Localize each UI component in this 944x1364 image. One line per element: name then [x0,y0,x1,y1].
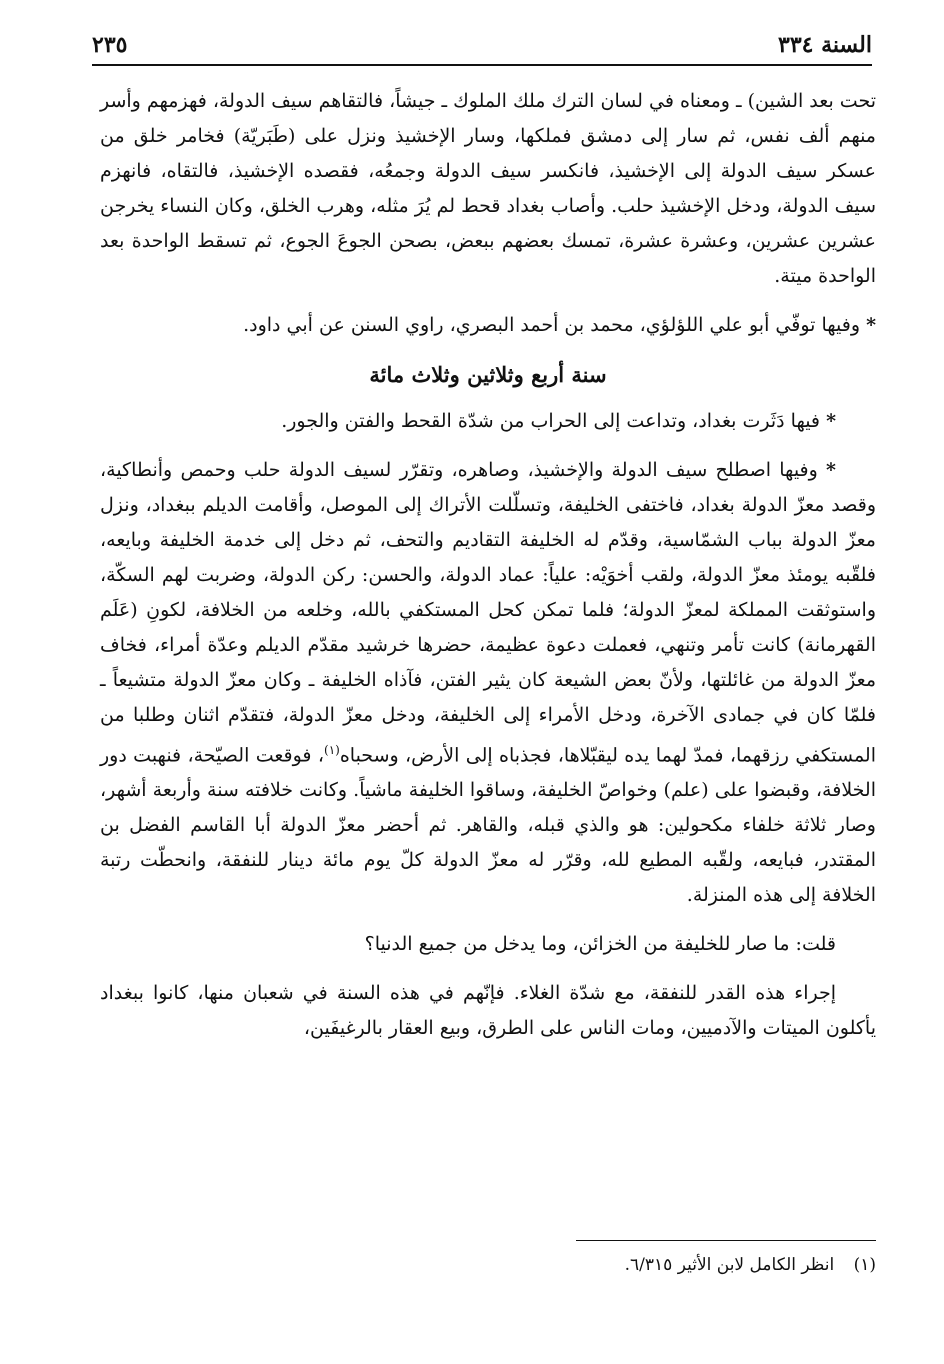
paragraph-4-text-b: ، فوقعت الصيّحة، فنهبت دور الخلافة، وقبضوا على (علم) وخواصّ الخليفة، وساقوا الخليفة ماشياً. وكانت خلافته سنة وأربعة أشهر، وصار ثلاثة خلفاء مكحولين: هو والذي قبله، والقاهر. ثم أحضر معزّ الدولة أبا القاسم الفضل بن المقتدر، فبايعه، ولقّبه المطيع لله، وقرّر له معزّ الدولة كلّ يوم مائة دينار للنفقة، وانحطّت رتبة الخلافة إلى هذه المنزلة. [100,744,876,907]
footnote-number: (١) [853,1255,876,1275]
footnote-reference[interactable]: (١) [324,743,340,757]
asterisk-marker: * [866,314,876,336]
paragraph-2-text: وفيها توفّي أبو علي اللؤلؤي، محمد بن أحمد البصري، راوي السنن عن أبي داود. [243,314,861,336]
paragraph-3 [100,404,876,439]
footnote-divider [576,1240,876,1241]
paragraph-3-text: فيها دَثَرت بغداد، وتداعت إلى الحراب من شدّة القحط والفتن والجور. [281,410,821,432]
footnote-text: انظر الكامل لابن الأثير ٦/٣١٥. [624,1255,835,1275]
asterisk-marker: * [826,459,836,481]
footnote [276,1252,876,1278]
paragraph-2 [100,308,876,343]
main-text [100,84,876,1060]
paragraph-4-text-a: وفيها اصطلح سيف الدولة والإخشيذ، وصاهره، وتقرّر لسيف الدولة حلب وحمص وأنطاكية، وقصد معزّ الدولة بغداد، فاختفى الخليفة، وتسلّلت الأتراك إلى الموصل، وأقامت الديلم ببغداد، ونزل معزّ الدولة بباب الشمّاسية، وقدّم له الخليفة التقاديم والتحف، ثم دخل إلى خدمة الخليفة وبايعه، فلقّبه يومئذ معزّ الدولة، ولقب أخوَيْه: علياً: عماد الدولة، والحسن: ركن الدولة، وضربت لهم السكّة، واستوثقت المملكة لمعزّ الدولة؛ فلما تمكن كحل المستكفي بالله، وخلعه من الخلافة، لكونِ (عَلَم القهرمانة) كانت تأمر وتنهي، فعملت دعوة عظيمة، حضرها خرشيد مقدّم الديلم وعدّة أمراء، فخاف معزّ الدولة من غائلتها، ولأنّ بعض الشيعة كان يثير الفتن، فآذاه الخليفة ـ وكان معزّ الدولة متشيعاً ـ فلمّا كان في جمادى الآخرة، ودخل الأمراء إلى الخليفة، ودخل معزّ الدولة، فتقدّم اثنان وطلبا من المستكفي رزقهما، فمدّ لهما يده ليقبّلاها، فجذباه إلى الأرض، وسحباه [100,459,876,767]
page-header [92,26,872,66]
paragraph-4 [100,453,876,913]
running-title: السنة ٣٣٤ [778,32,872,58]
page-number: ٢٣٥ [92,32,128,58]
paragraph-6: إجراء هذه القدر للنفقة، مع شدّة الغلاء. فإنّهم في هذه السنة في شعبان منها، كانوا ببغداد يأكلون الميتات والآدميين، ومات الناس على الطرق، وبيع العقار بالرغيفَين، [100,982,876,1040]
asterisk-marker: * [826,410,836,432]
paragraph-5: قلت: ما صار للخليفة من الخزائن، وما يدخل من جميع الدنيا؟ [364,933,836,956]
year-heading: سنة أربع وثلاثين وثلاث مائة [369,362,607,387]
paragraph-1: تحت بعد الشين) ـ ومعناه في لسان الترك ملك الملوك ـ جيشاً، فالتقاهم سيف الدولة، فهزمهم وأسر منهم ألف نفس، ثم سار إلى دمشق فملكها، وسار الإخشيذ ونزل على (طَبَريّة) فخامر خلق من عسكر سيف الدولة إلى الإخشيذ، فانكسر سيف الدولة وجمعُه، فقصده الإخشيذ، فالتقاه، فانهزم سيف الدولة، ودخل الإخشيذ حلب. وأصاب بغداد قحط لم يُرَ مثله، وهرب الخلق، وكان النساء يخرجن عشرين عشرين، وعشرة عشرة، تمسك بعضهم ببعض، بصحن الجوعَ الجوع، ثم تسقط الواحدة بعد الواحدة ميتة. [100,90,876,287]
